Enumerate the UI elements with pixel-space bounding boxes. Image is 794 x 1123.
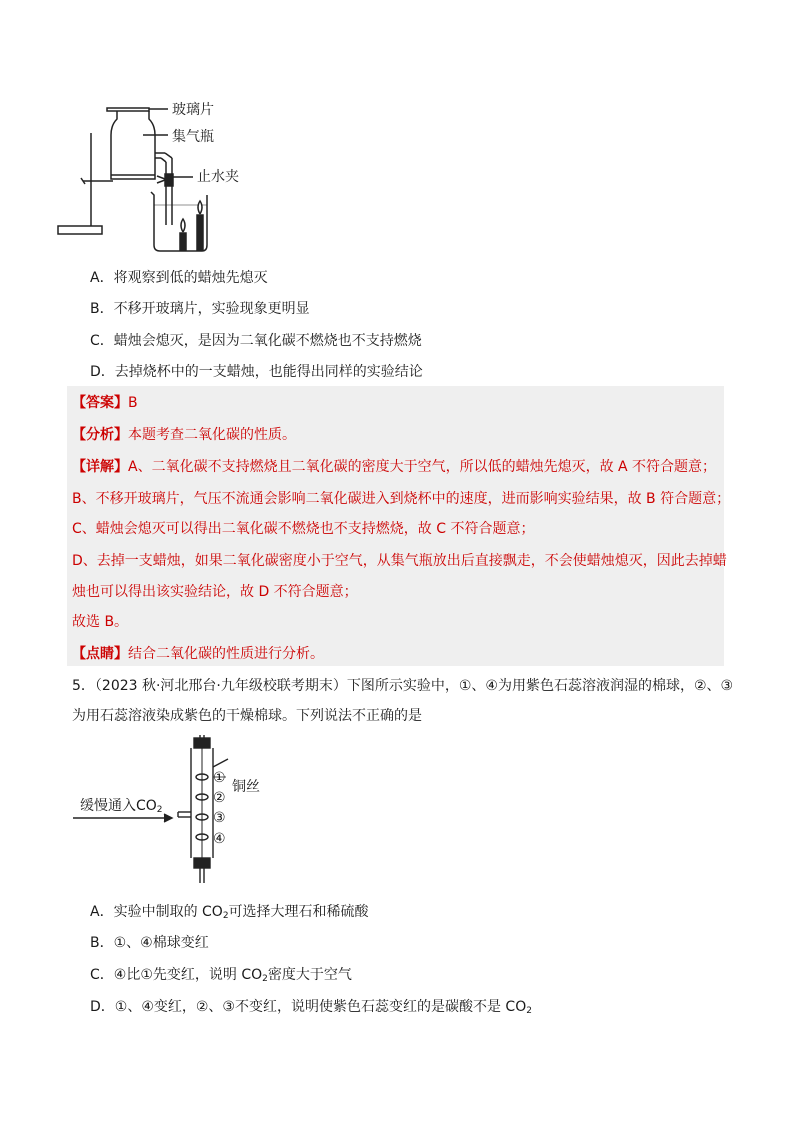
cotton-ball-3-label: ③ <box>213 810 226 826</box>
glass-plate-label: 玻璃片 <box>172 102 214 118</box>
answer-value: B <box>128 395 138 411</box>
analysis-line <box>72 425 296 445</box>
q5-option-c-sub: 2 <box>262 974 268 984</box>
detail-line-d: D、去掉一支蜡烛，如果二氧化碳密度小于空气，从集气瓶放出后直接飘走，不会使蜡烛熄灭，因此去掉蜡 <box>72 553 727 569</box>
q5-stem-line1: 5．（2023 秋·河北邢台·九年级校联考期末）下图所示实验中，①、④为用紫色石蕊溶液润湿的棉球，②、③ <box>72 678 734 694</box>
detail-line-d-cont: 烛也可以得出该实验结论，故 D 不符合题意； <box>72 584 358 600</box>
co2-inlet-sub: 2 <box>156 805 163 815</box>
q4-option-a: A．将观察到低的蜡烛先熄灭 <box>90 270 268 286</box>
q5-option-d-text: D．①、④变红，②、③不变红，说明使紫色石蕊变红的是碳酸不是 CO <box>90 999 527 1015</box>
q5-option-a <box>90 902 369 922</box>
q5-option-b <box>90 933 209 953</box>
analysis-tag: 【分析】 <box>72 427 128 443</box>
comment-line <box>72 644 324 664</box>
q5-option-c <box>90 965 352 985</box>
cotton-ball-1-label: ① <box>213 770 226 786</box>
detail-line-c: C、蜡烛会熄灭可以得出二氧化碳不燃烧也不支持燃烧，故 C 不符合题意； <box>72 521 535 537</box>
co2-inlet-text: 缓慢通入CO <box>80 798 157 814</box>
q5-option-d <box>90 997 532 1017</box>
detail-line-a <box>72 457 716 477</box>
detail-conclusion: 故选 B。 <box>72 614 129 630</box>
q5-option-a-text-end: 可选择大理石和稀硫酸 <box>228 904 369 920</box>
q5-option-d-sub: 2 <box>526 1006 532 1016</box>
q5-option-b-text: B．①、④棉球变红 <box>90 935 209 951</box>
comment-text: 结合二氧化碳的性质进行分析。 <box>128 646 324 662</box>
q5-option-c-text: C．④比①先变红，说明 CO <box>90 967 263 983</box>
gas-jar-label: 集气瓶 <box>172 129 214 145</box>
q5-option-c-text-end: 密度大于空气 <box>267 967 352 983</box>
q4-option-c: C．蜡烛会熄灭，是因为二氧化碳不燃烧也不支持燃烧 <box>90 333 422 349</box>
cotton-ball-2-label: ② <box>213 790 226 806</box>
q5-option-a-text: A．实验中制取的 CO <box>90 904 223 920</box>
figure-gas-jar-apparatus <box>55 95 255 260</box>
detail-line-b: B、不移开玻璃片，气压不流通会影响二氧化碳进入到烧杯中的速度，进而影响实验结果，故 B 符合题意； <box>72 491 731 507</box>
comment-tag: 【点睛】 <box>72 646 128 662</box>
co2-inlet-label <box>80 797 163 815</box>
answer-line <box>72 393 138 413</box>
q4-option-b: B．不移开玻璃片，实验现象更明显 <box>90 301 310 317</box>
figure-co2-tube <box>70 735 290 885</box>
answer-tag: 【答案】 <box>72 395 128 411</box>
q5-option-a-sub: 2 <box>222 911 229 921</box>
cotton-ball-4-label: ④ <box>213 831 226 847</box>
water-clamp-label: 止水夹 <box>197 169 239 185</box>
q4-option-d: D．去掉烧杯中的一支蜡烛，也能得出同样的实验结论 <box>90 364 423 380</box>
analysis-text: 本题考查二氧化碳的性质。 <box>128 427 296 443</box>
q5-stem-line2: 为用石蕊溶液染成紫色的干燥棉球。下列说法不正确的是 <box>72 708 422 724</box>
copper-wire-label: 铜丝 <box>232 779 260 795</box>
detail-text-a: A、二氧化碳不支持燃烧且二氧化碳的密度大于空气，所以低的蜡烛先熄灭，故 A 不符合题意； <box>128 459 717 475</box>
detail-tag: 【详解】 <box>72 459 128 475</box>
